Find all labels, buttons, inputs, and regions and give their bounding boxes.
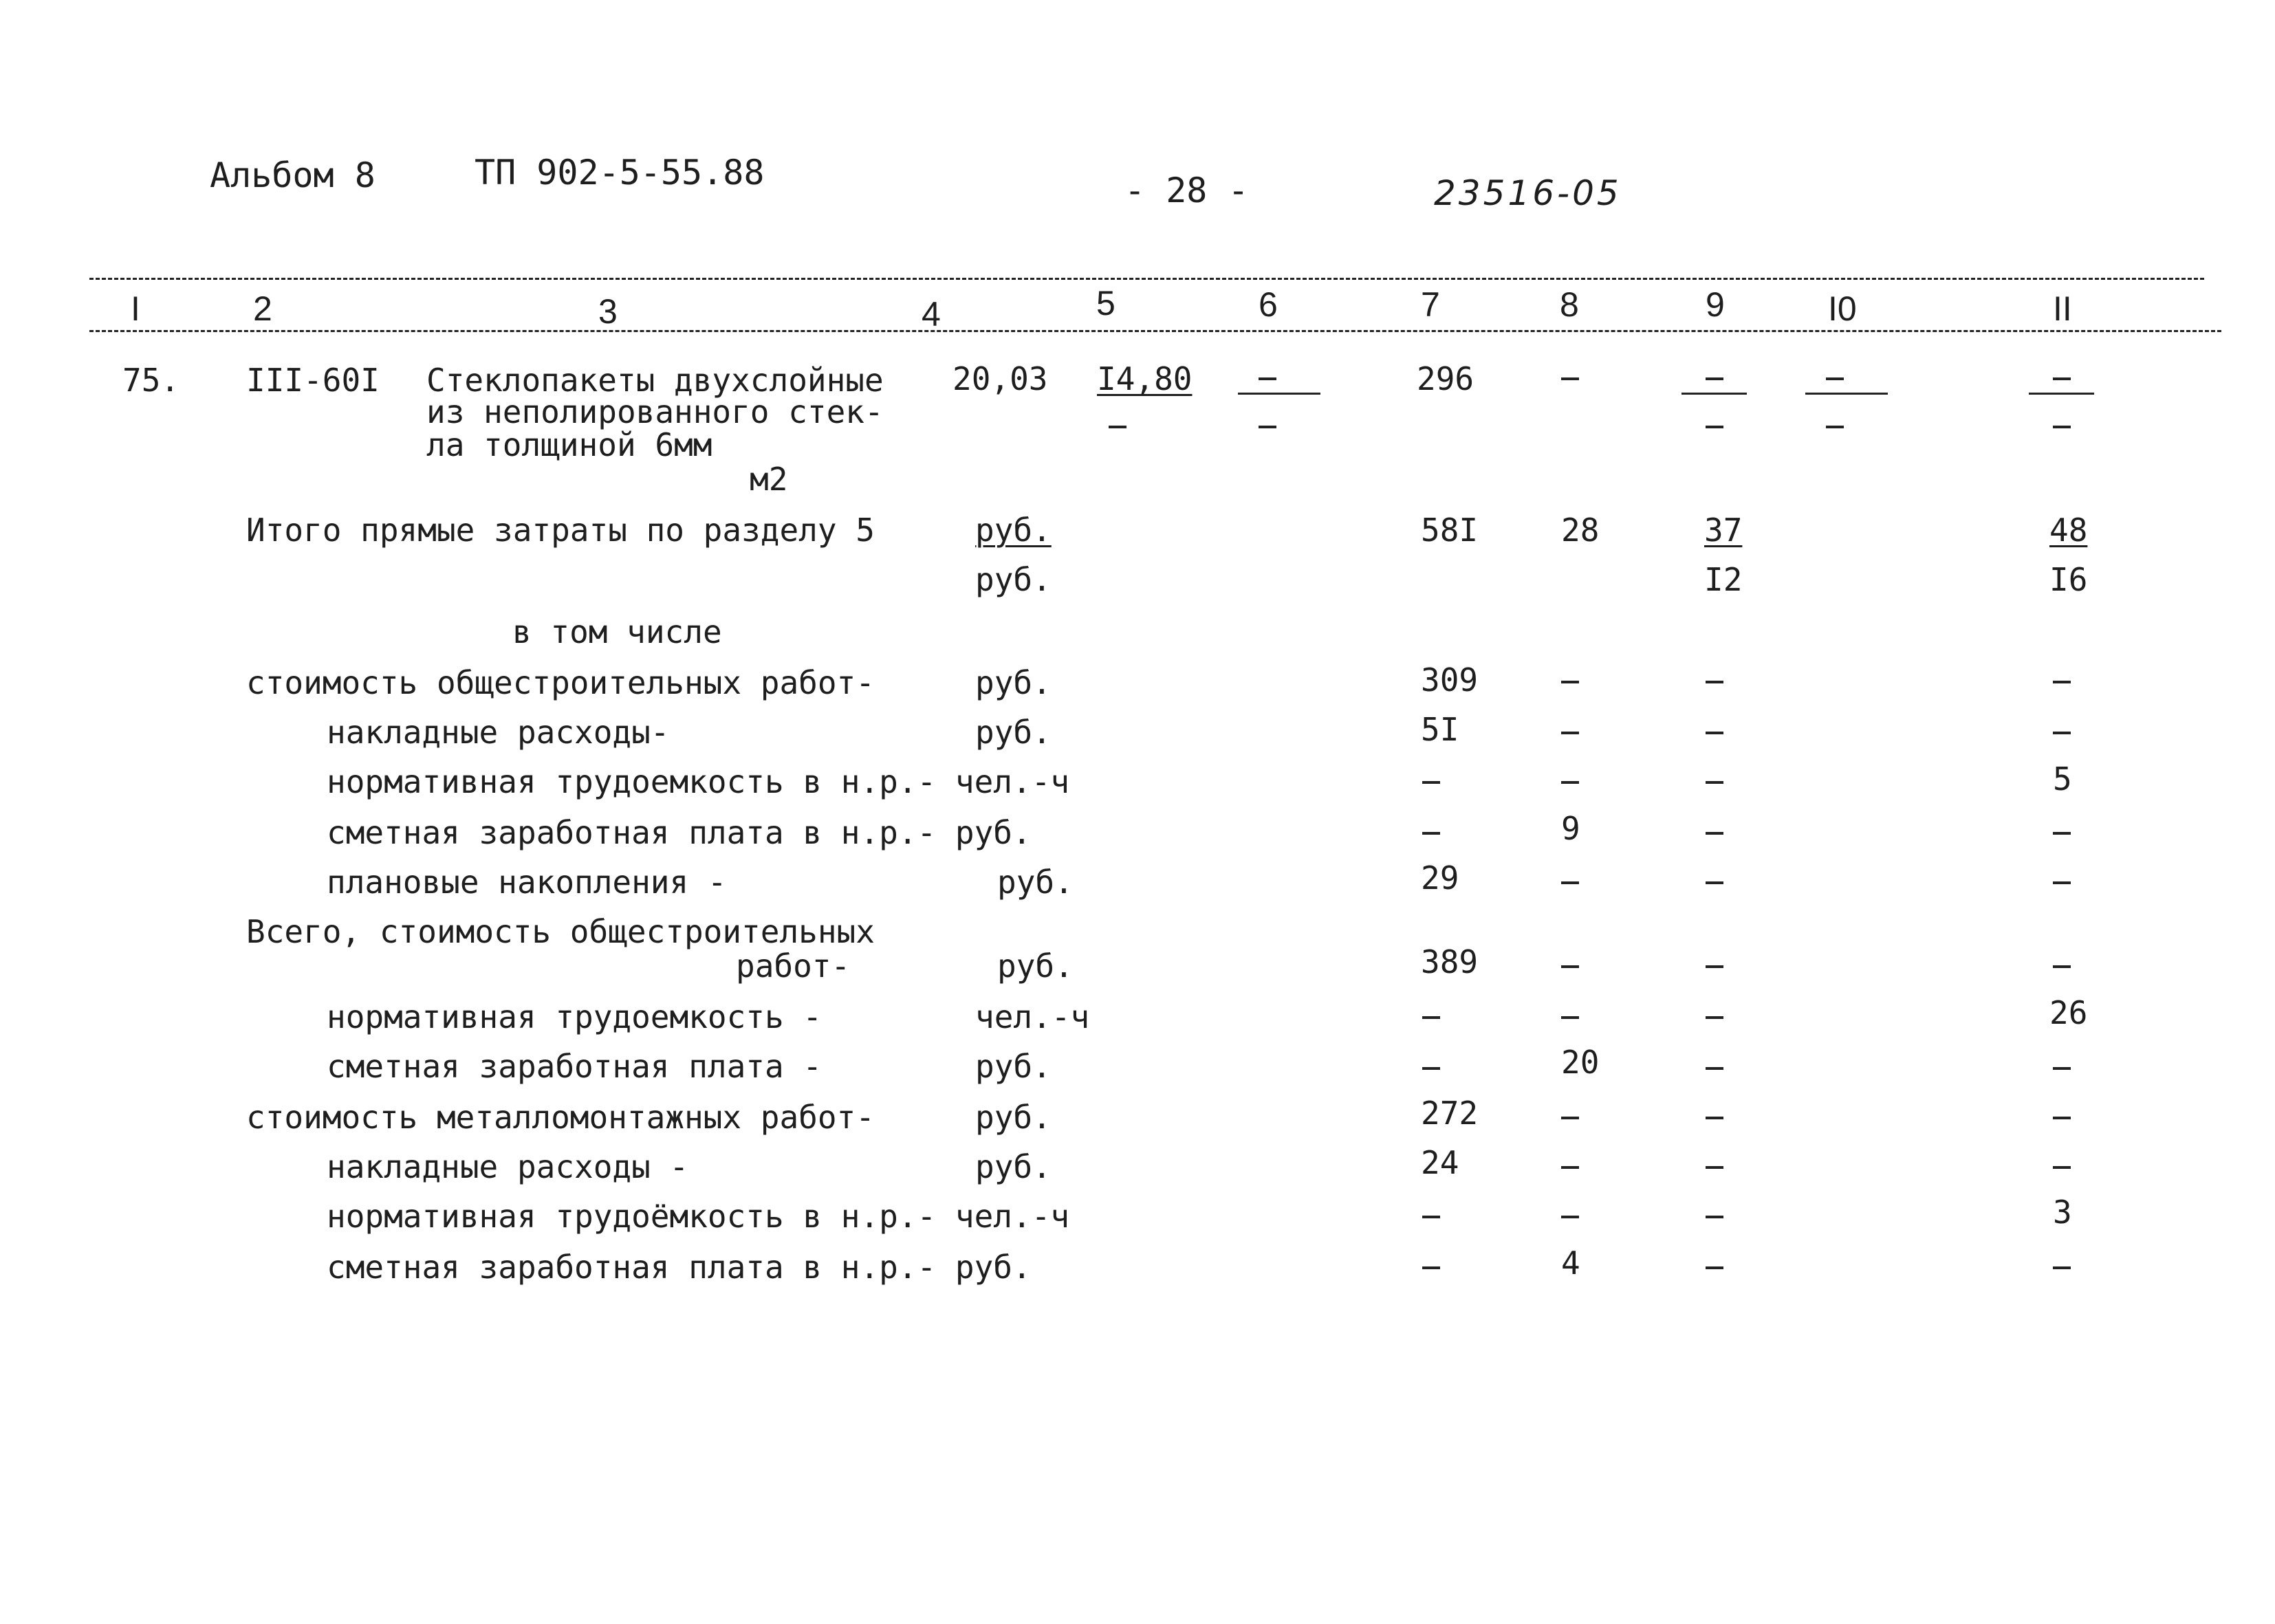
itogo-unit-1: руб. [975, 512, 1052, 549]
row-col8: 9 [1561, 810, 1580, 847]
col-10-header: I0 [1828, 289, 1857, 328]
fraction-line [1681, 393, 1747, 395]
including-label: в том числе [512, 613, 722, 650]
item-unit: м2 [750, 461, 788, 498]
col-3-header: 3 [598, 292, 618, 331]
col-6-header: 6 [1259, 285, 1278, 324]
dash [1706, 377, 1723, 380]
itogo-col11-top: 48 [2049, 512, 2088, 549]
fraction-line [1805, 393, 1888, 395]
item-code: III-60I [246, 362, 380, 399]
row-unit: руб. [997, 947, 1074, 985]
row-label: плановые накопления - [327, 864, 727, 901]
row-col11: 5 [2053, 760, 2072, 798]
row-unit: руб. [997, 864, 1074, 901]
col-1-header: I [131, 289, 140, 328]
row-unit: руб. [975, 1048, 1052, 1085]
item-desc-line1: Стеклопакеты двухслойные [426, 362, 884, 399]
item-desc-line3: ла толщиной 6мм [426, 426, 712, 463]
itogo-label: Итого прямые затраты по разделу 5 [246, 512, 875, 549]
item-total: 296 [1417, 360, 1474, 397]
dash [1706, 1166, 1723, 1169]
dash [1706, 1117, 1723, 1119]
row-unit: руб. [975, 714, 1052, 751]
dash [1561, 781, 1579, 784]
dash [1561, 965, 1579, 968]
dash [1706, 1266, 1723, 1269]
project-code: ТП 902-5-55.88 [475, 153, 765, 193]
dash [1706, 965, 1723, 968]
dash [2053, 1266, 2071, 1269]
col-5-header: 5 [1096, 284, 1115, 322]
col-2-header: 2 [253, 289, 272, 328]
dash [1109, 426, 1126, 428]
row-label: нормативная трудоемкость - [327, 998, 823, 1035]
dash [1561, 1166, 1579, 1169]
dash [1826, 377, 1844, 380]
row-col11: 3 [2053, 1194, 2072, 1231]
dash [1826, 426, 1844, 428]
col-7-header: 7 [1421, 285, 1440, 324]
itogo-col8: 28 [1561, 512, 1600, 549]
col-8-header: 8 [1560, 285, 1579, 324]
dash [1706, 781, 1723, 784]
dash [1706, 1216, 1723, 1218]
row-col8: 20 [1561, 1044, 1600, 1081]
col-9-header: 9 [1706, 285, 1725, 324]
itogo-col7: 58I [1421, 512, 1479, 549]
dash [2053, 377, 2071, 380]
dash [1422, 781, 1440, 784]
dash [1561, 377, 1579, 380]
dash [1561, 681, 1579, 683]
fraction-line [2029, 393, 2094, 395]
table-header-rule [89, 330, 2221, 332]
row-label: нормативная трудоёмкость в н.р.- чел.-ч [327, 1198, 1070, 1235]
row-label: сметная заработная плата в н.р.- руб. [327, 1249, 1032, 1286]
dash [1561, 1016, 1579, 1019]
dash [1422, 832, 1440, 835]
row-col8: 4 [1561, 1244, 1580, 1282]
row-label: нормативная трудоемкость в н.р.- чел.-ч [327, 763, 1070, 800]
dash [1422, 1216, 1440, 1218]
row-label: накладные расходы - [327, 1148, 689, 1185]
item-number: 75. [122, 362, 180, 399]
dash [1259, 426, 1276, 428]
itogo-col11-bottom: I6 [2049, 561, 2088, 598]
dash [1561, 1216, 1579, 1218]
dash [1259, 377, 1276, 380]
row-label-cont: работ- [736, 947, 851, 985]
dash [2053, 881, 2071, 884]
table-top-rule [89, 278, 2204, 280]
row-col7: 5I [1421, 711, 1459, 748]
row-col7: 309 [1421, 661, 1479, 699]
row-unit: руб. [975, 1099, 1052, 1136]
row-unit: руб. [975, 664, 1052, 701]
dash [1561, 1117, 1579, 1119]
dash [1422, 1266, 1440, 1269]
row-label: стоимость металломонтажных работ- [246, 1099, 875, 1136]
dash [1706, 681, 1723, 683]
row-label: сметная заработная плата в н.р.- руб. [327, 814, 1032, 851]
item-desc-line2: из неполированного стек- [426, 393, 884, 430]
row-unit: руб. [975, 1148, 1052, 1185]
itogo-col9-bottom: I2 [1704, 561, 1743, 598]
document-number: 23516-05 [1434, 173, 1622, 213]
row-col7: 389 [1421, 943, 1479, 980]
dash [1706, 881, 1723, 884]
item-quantity: 20,03 [953, 360, 1048, 397]
dash [1706, 1016, 1723, 1019]
dash [1706, 832, 1723, 835]
dash [2053, 965, 2071, 968]
dash [2053, 681, 2071, 683]
dash [2053, 1067, 2071, 1070]
row-unit: чел.-ч [975, 998, 1090, 1035]
row-col7: 272 [1421, 1095, 1479, 1132]
item-unit-price: I4,80 [1097, 360, 1193, 397]
row-label: сметная заработная плата - [327, 1048, 823, 1085]
dash [1706, 1067, 1723, 1070]
dash [2053, 1117, 2071, 1119]
dash [1561, 881, 1579, 884]
itogo-unit-2: руб. [975, 561, 1052, 598]
col-4-header: 4 [922, 295, 941, 333]
col-11-header: II [2053, 289, 2072, 328]
dash [1422, 1016, 1440, 1019]
fraction-line [1238, 393, 1320, 395]
dash [1561, 732, 1579, 734]
dash [2053, 832, 2071, 835]
dash [2053, 1166, 2071, 1169]
dash [1422, 1067, 1440, 1070]
row-col7: 29 [1421, 859, 1459, 897]
page-number: - 28 - [1124, 171, 1249, 210]
dash [2053, 426, 2071, 428]
dash [1706, 732, 1723, 734]
row-label: Всего, стоимость общестроительных [246, 913, 875, 950]
row-label: стоимость общестроительных работ- [246, 664, 875, 701]
row-col11: 26 [2049, 994, 2088, 1031]
dash [1706, 426, 1723, 428]
itogo-col9-top: 37 [1704, 512, 1743, 549]
row-col7: 24 [1421, 1144, 1459, 1181]
row-label: накладные расходы- [327, 714, 670, 751]
album-label: Альбом 8 [210, 155, 375, 195]
dash [2053, 732, 2071, 734]
